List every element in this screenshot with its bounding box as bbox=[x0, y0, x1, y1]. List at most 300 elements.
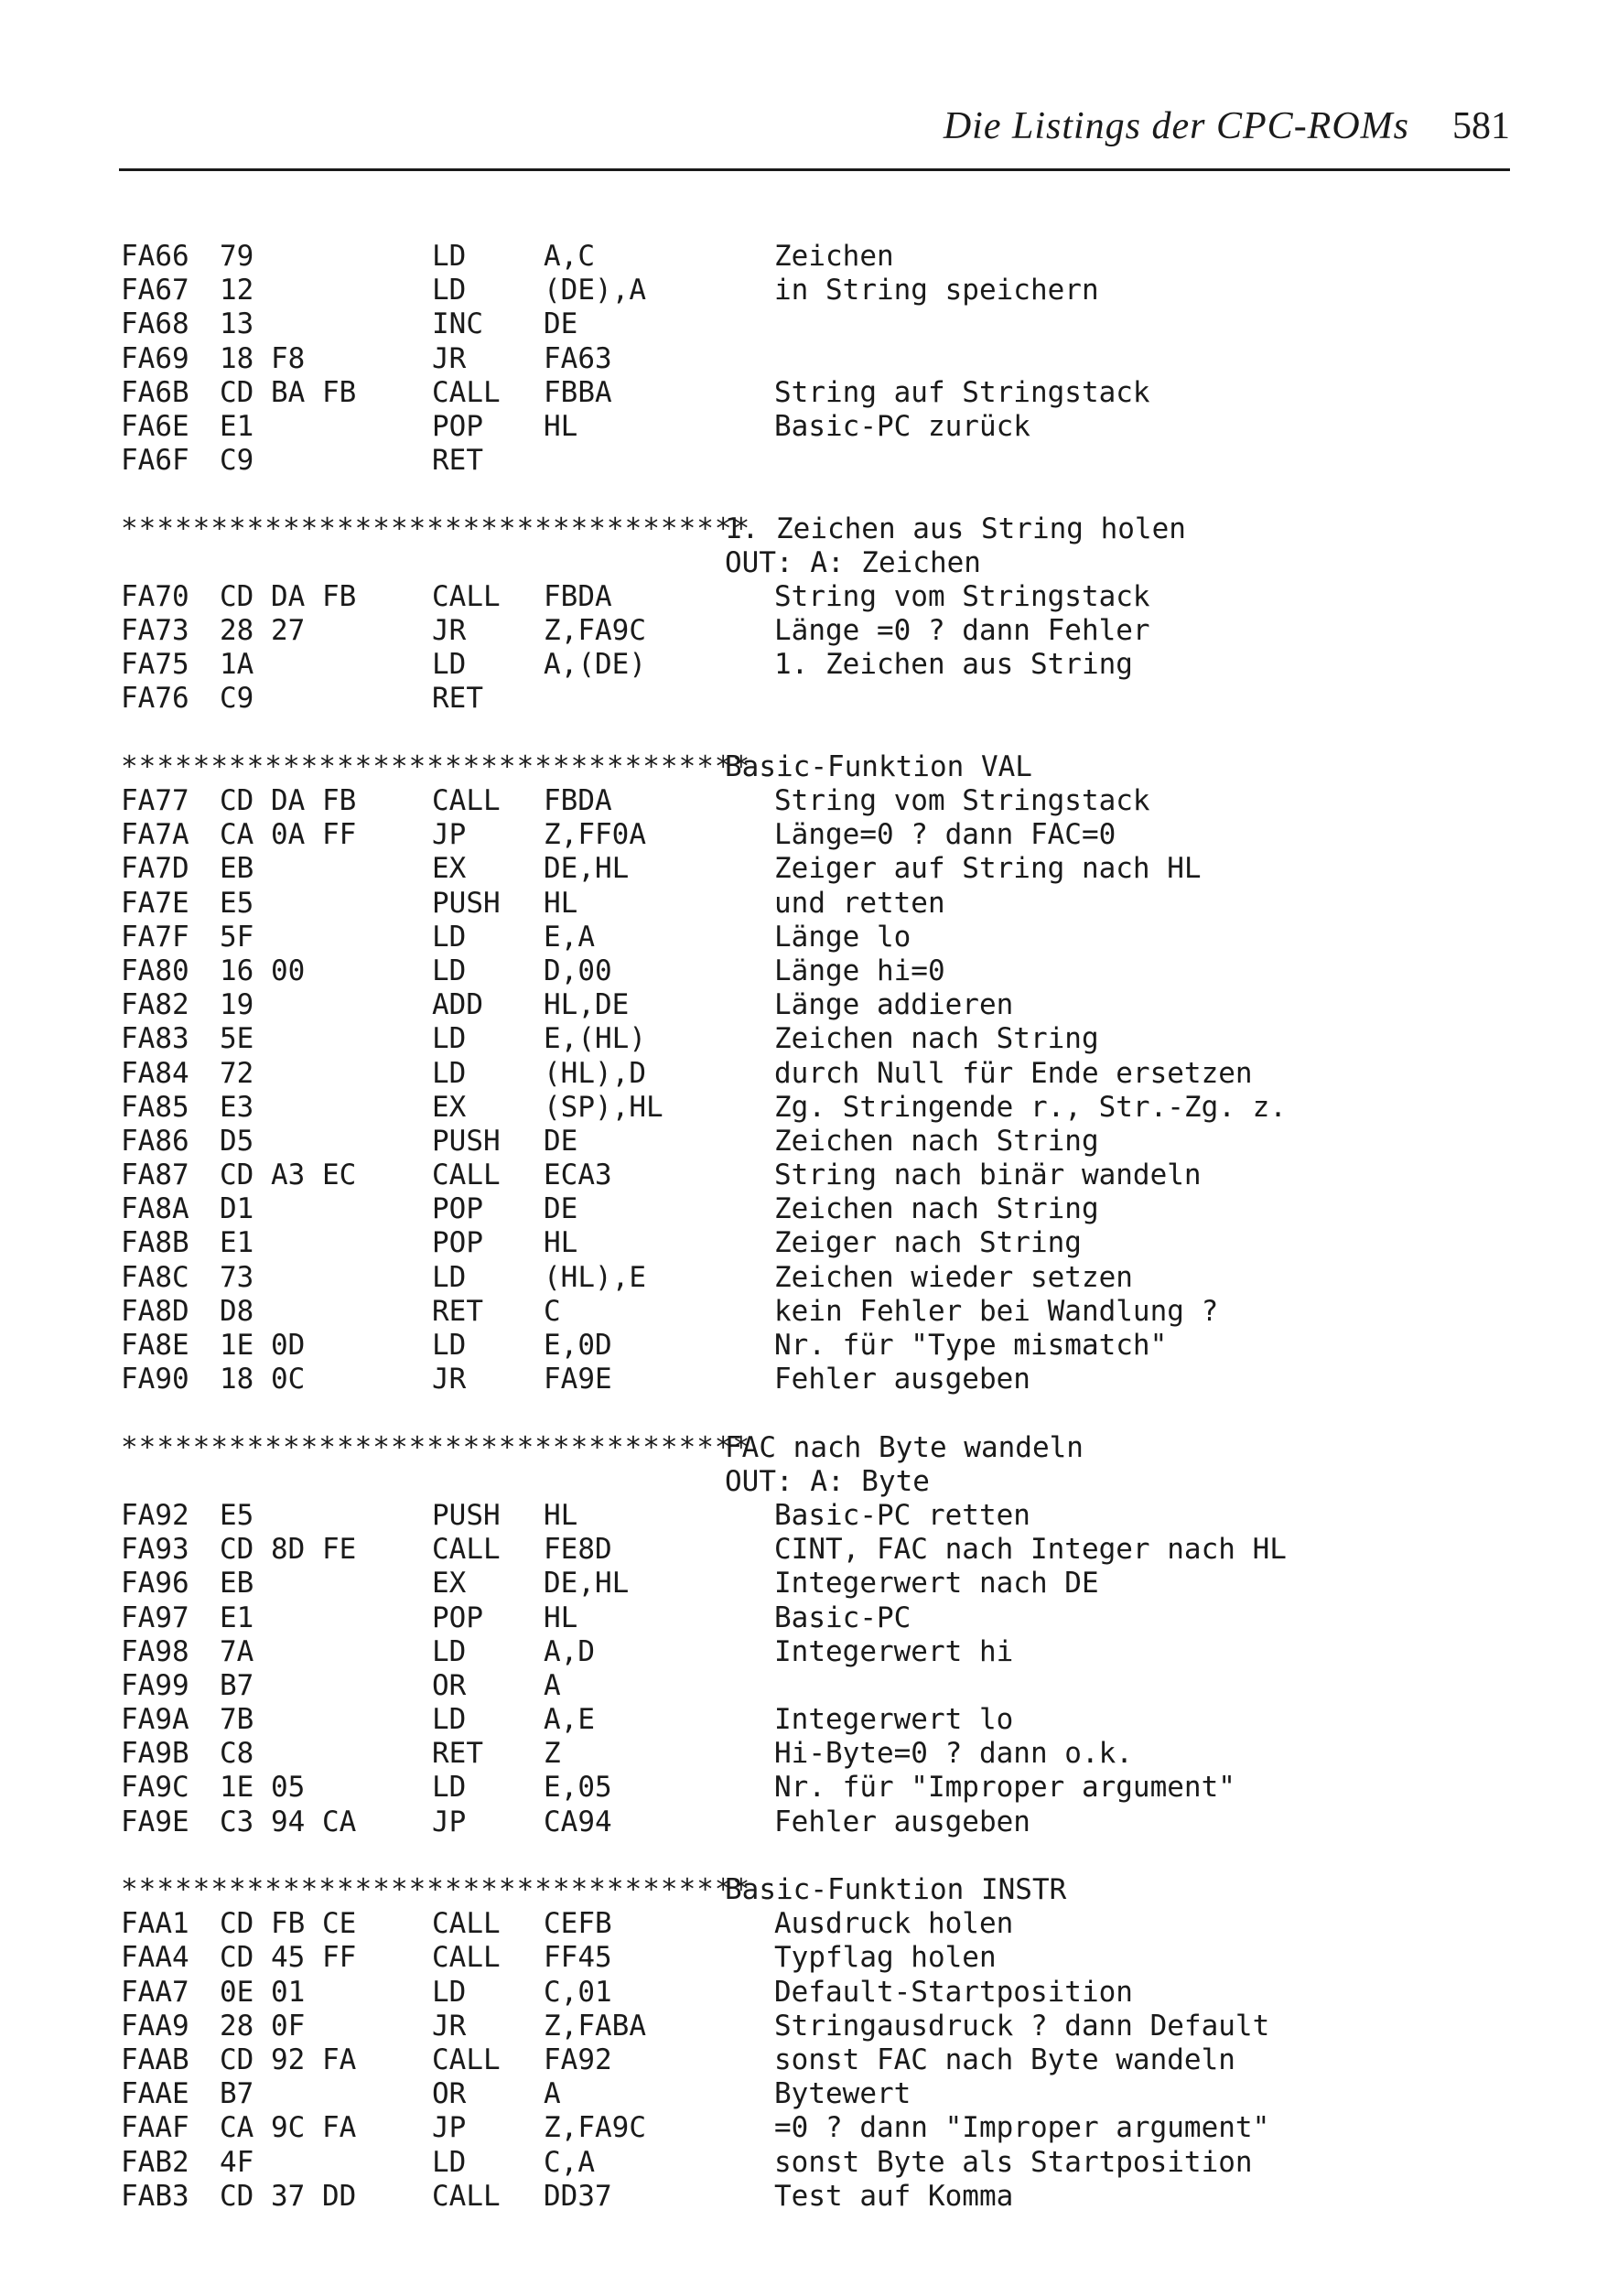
comment: Basic-PC zurück bbox=[774, 409, 1030, 443]
opcode-bytes: CD 92 FA bbox=[220, 2043, 357, 2076]
operand: CA94 bbox=[544, 1805, 612, 1838]
comment: Länge addieren bbox=[774, 988, 1014, 1022]
address: FA84 bbox=[121, 1056, 189, 1090]
address: FA8C bbox=[121, 1260, 189, 1294]
opcode-bytes: 12 bbox=[220, 274, 254, 307]
comment: Nr. für "Improper argument" bbox=[774, 1771, 1235, 1805]
mnemonic: CALL bbox=[432, 1907, 501, 1941]
opcode-bytes: D8 bbox=[220, 1294, 254, 1328]
opcode-bytes: CD FB CE bbox=[220, 1907, 357, 1941]
section-title: 1. Zeichen aus String holen bbox=[725, 512, 1186, 545]
address: FAB2 bbox=[121, 2145, 189, 2179]
mnemonic: JP bbox=[432, 1805, 467, 1838]
address: FA85 bbox=[121, 1090, 189, 1124]
section-header bbox=[121, 1873, 1548, 1907]
operand: FA9E bbox=[544, 1363, 612, 1396]
address: FA7D bbox=[121, 852, 189, 886]
listing-line bbox=[121, 614, 1548, 648]
operand: FA92 bbox=[544, 2043, 612, 2076]
listing-line bbox=[121, 921, 1548, 954]
mnemonic: LD bbox=[432, 1056, 467, 1090]
listing-line bbox=[121, 1329, 1548, 1363]
operand: FBDA bbox=[544, 579, 612, 613]
operand: (HL),D bbox=[544, 1056, 646, 1090]
operand: E,05 bbox=[544, 1771, 612, 1805]
listing-line bbox=[121, 2146, 1548, 2180]
section-note-text: OUT: A: Byte bbox=[725, 1464, 930, 1498]
opcode-bytes: 19 bbox=[220, 988, 254, 1022]
mnemonic: CALL bbox=[432, 1159, 501, 1192]
comment: in String speichern bbox=[774, 274, 1099, 307]
address: FA75 bbox=[121, 648, 189, 682]
mnemonic: JP bbox=[432, 2111, 467, 2145]
address: FA90 bbox=[121, 1363, 189, 1396]
listing-line bbox=[121, 1601, 1548, 1635]
listing-line bbox=[121, 274, 1548, 307]
opcode-bytes: CD A3 EC bbox=[220, 1159, 357, 1192]
listing-line bbox=[121, 1635, 1548, 1669]
comment: Basic-PC bbox=[774, 1601, 911, 1634]
comment: =0 ? dann "Improper argument" bbox=[774, 2111, 1270, 2145]
operand: Z bbox=[544, 1737, 561, 1771]
assembly-listing bbox=[121, 240, 1548, 2214]
address: FA9B bbox=[121, 1737, 189, 1771]
operand: A,C bbox=[544, 240, 595, 273]
listing-line bbox=[121, 444, 1548, 478]
mnemonic: EX bbox=[432, 1090, 467, 1124]
listing-line bbox=[121, 1533, 1548, 1567]
comment: String nach binär wandeln bbox=[774, 1159, 1202, 1192]
opcode-bytes: CD 45 FF bbox=[220, 1941, 357, 1975]
address: FA8E bbox=[121, 1329, 189, 1362]
mnemonic: OR bbox=[432, 1668, 467, 1702]
operand: E,0D bbox=[544, 1329, 612, 1362]
address: FA9A bbox=[121, 1703, 189, 1737]
address: FA9E bbox=[121, 1805, 189, 1838]
opcode-bytes: 28 0F bbox=[220, 2009, 306, 2043]
mnemonic: CALL bbox=[432, 784, 501, 817]
mnemonic: LD bbox=[432, 954, 467, 987]
mnemonic: LD bbox=[432, 1634, 467, 1668]
listing-line bbox=[121, 852, 1548, 886]
mnemonic: LD bbox=[432, 2145, 467, 2179]
listing-line bbox=[121, 1159, 1548, 1192]
section-note bbox=[121, 546, 1548, 580]
listing-line bbox=[121, 2077, 1548, 2111]
mnemonic: LD bbox=[432, 1260, 467, 1294]
blank-line bbox=[121, 1839, 1548, 1873]
operand: DE,HL bbox=[544, 1567, 630, 1601]
opcode-bytes: E1 bbox=[220, 409, 254, 443]
opcode-bytes: 18 F8 bbox=[220, 341, 306, 375]
comment: Stringausdruck ? dann Default bbox=[774, 2009, 1270, 2043]
comment: Typflag holen bbox=[774, 1941, 997, 1975]
address: FAB3 bbox=[121, 2179, 189, 2213]
section-header bbox=[121, 512, 1548, 546]
opcode-bytes: 1E 0D bbox=[220, 1329, 306, 1362]
listing-line bbox=[121, 580, 1548, 614]
mnemonic: POP bbox=[432, 1601, 483, 1634]
comment: Zeichen nach String bbox=[774, 1192, 1099, 1226]
mnemonic: RET bbox=[432, 1737, 483, 1771]
comment: Integerwert nach DE bbox=[774, 1567, 1099, 1601]
operand: DE bbox=[544, 1192, 578, 1226]
comment: Zeiger nach String bbox=[774, 1226, 1082, 1260]
opcode-bytes: 13 bbox=[220, 307, 254, 341]
address: FA67 bbox=[121, 274, 189, 307]
listing-line bbox=[121, 410, 1548, 444]
blank-line bbox=[121, 717, 1548, 750]
listing-line bbox=[121, 307, 1548, 341]
address: FAA7 bbox=[121, 1975, 189, 2009]
mnemonic: LD bbox=[432, 274, 467, 307]
comment: Zeichen wieder setzen bbox=[774, 1260, 1133, 1294]
section-title: Basic-Funktion VAL bbox=[725, 749, 1032, 783]
address: FAA4 bbox=[121, 1941, 189, 1975]
operand: A,D bbox=[544, 1634, 595, 1668]
operand: HL bbox=[544, 1226, 578, 1260]
opcode-bytes: CD 37 DD bbox=[220, 2179, 357, 2213]
operand: Z,FF0A bbox=[544, 818, 646, 852]
opcode-bytes: D1 bbox=[220, 1192, 254, 1226]
mnemonic: EX bbox=[432, 852, 467, 886]
listing-line bbox=[121, 1567, 1548, 1601]
opcode-bytes: E5 bbox=[220, 886, 254, 920]
mnemonic: CALL bbox=[432, 375, 501, 409]
section-title: FAC nach Byte wandeln bbox=[725, 1430, 1084, 1464]
address: FA7F bbox=[121, 920, 189, 954]
mnemonic: JR bbox=[432, 2009, 467, 2043]
address: FA7A bbox=[121, 818, 189, 852]
mnemonic: POP bbox=[432, 1192, 483, 1226]
mnemonic: RET bbox=[432, 682, 483, 716]
opcode-bytes: 73 bbox=[220, 1260, 254, 1294]
address: FA76 bbox=[121, 682, 189, 716]
listing-line bbox=[121, 1907, 1548, 1941]
mnemonic: POP bbox=[432, 409, 483, 443]
address: FA92 bbox=[121, 1498, 189, 1532]
comment: Zg. Stringende r., Str.-Zg. z. bbox=[774, 1090, 1287, 1124]
listing-line bbox=[121, 818, 1548, 852]
comment: Default-Startposition bbox=[774, 1975, 1133, 2009]
mnemonic: LD bbox=[432, 1771, 467, 1805]
address: FAAB bbox=[121, 2043, 189, 2076]
address: FA82 bbox=[121, 988, 189, 1022]
mnemonic: LD bbox=[432, 1703, 467, 1737]
separator-stars: *********************************** bbox=[121, 1430, 751, 1464]
operand: Z,FA9C bbox=[544, 614, 646, 648]
listing-line bbox=[121, 784, 1548, 818]
listing-line bbox=[121, 342, 1548, 376]
address: FA70 bbox=[121, 579, 189, 613]
operand: DD37 bbox=[544, 2179, 612, 2213]
blank-line bbox=[121, 478, 1548, 512]
opcode-bytes: C3 94 CA bbox=[220, 1805, 357, 1838]
address: FA6B bbox=[121, 375, 189, 409]
mnemonic: LD bbox=[432, 240, 467, 273]
address: FA86 bbox=[121, 1124, 189, 1158]
operand: A bbox=[544, 2077, 561, 2111]
listing-line bbox=[121, 1295, 1548, 1329]
comment: String auf Stringstack bbox=[774, 375, 1150, 409]
opcode-bytes: 4F bbox=[220, 2145, 254, 2179]
address: FA80 bbox=[121, 954, 189, 987]
mnemonic: RET bbox=[432, 444, 483, 478]
listing-line bbox=[121, 1976, 1548, 2010]
operand: FBBA bbox=[544, 375, 612, 409]
listing-line bbox=[121, 1806, 1548, 1839]
opcode-bytes: 5F bbox=[220, 920, 254, 954]
address: FA8D bbox=[121, 1294, 189, 1328]
operand: HL bbox=[544, 409, 578, 443]
operand: FF45 bbox=[544, 1941, 612, 1975]
blank-line bbox=[121, 1396, 1548, 1430]
address: FA69 bbox=[121, 341, 189, 375]
opcode-bytes: B7 bbox=[220, 2077, 254, 2111]
address: FA87 bbox=[121, 1159, 189, 1192]
listing-line bbox=[121, 887, 1548, 921]
address: FA9C bbox=[121, 1771, 189, 1805]
comment: Ausdruck holen bbox=[774, 1907, 1014, 1941]
listing-line bbox=[121, 1771, 1548, 1805]
mnemonic: LD bbox=[432, 648, 467, 682]
operand: D,00 bbox=[544, 954, 612, 987]
opcode-bytes: C8 bbox=[220, 1737, 254, 1771]
listing-line bbox=[121, 2043, 1548, 2077]
mnemonic: CALL bbox=[432, 1941, 501, 1975]
mnemonic: JR bbox=[432, 614, 467, 648]
listing-line bbox=[121, 1499, 1548, 1533]
operand: ECA3 bbox=[544, 1159, 612, 1192]
mnemonic: LD bbox=[432, 1022, 467, 1056]
opcode-bytes: 28 27 bbox=[220, 614, 306, 648]
listing-line bbox=[121, 2111, 1548, 2145]
listing-line bbox=[121, 240, 1548, 274]
mnemonic: PUSH bbox=[432, 886, 501, 920]
opcode-bytes: 16 00 bbox=[220, 954, 306, 987]
address: FA96 bbox=[121, 1567, 189, 1601]
opcode-bytes: 72 bbox=[220, 1056, 254, 1090]
comment: durch Null für Ende ersetzen bbox=[774, 1056, 1253, 1090]
opcode-bytes: E5 bbox=[220, 1498, 254, 1532]
listing-line bbox=[121, 1261, 1548, 1295]
operand: (DE),A bbox=[544, 274, 646, 307]
opcode-bytes: D5 bbox=[220, 1124, 254, 1158]
comment: sonst Byte als Startposition bbox=[774, 2145, 1253, 2179]
address: FAAE bbox=[121, 2077, 189, 2111]
address: FAA9 bbox=[121, 2009, 189, 2043]
address: FA6E bbox=[121, 409, 189, 443]
comment: Länge hi=0 bbox=[774, 954, 945, 987]
section-note bbox=[121, 1465, 1548, 1499]
operand: A bbox=[544, 1668, 561, 1702]
listing-line bbox=[121, 2180, 1548, 2214]
operand: Z,FA9C bbox=[544, 2111, 646, 2145]
listing-line bbox=[121, 1057, 1548, 1091]
operand: A,E bbox=[544, 1703, 595, 1737]
opcode-bytes: 1E 05 bbox=[220, 1771, 306, 1805]
separator-stars: *********************************** bbox=[121, 749, 751, 783]
comment: Hi-Byte=0 ? dann o.k. bbox=[774, 1737, 1133, 1771]
operand: CEFB bbox=[544, 1907, 612, 1941]
comment: und retten bbox=[774, 886, 945, 920]
section-title: Basic-Funktion INSTR bbox=[725, 1873, 1067, 1906]
address: FA83 bbox=[121, 1022, 189, 1056]
mnemonic: ADD bbox=[432, 988, 483, 1022]
operand: DE bbox=[544, 1124, 578, 1158]
mnemonic: CALL bbox=[432, 2179, 501, 2213]
operand: DE,HL bbox=[544, 852, 630, 886]
opcode-bytes: CD BA FB bbox=[220, 375, 357, 409]
listing-line bbox=[121, 1737, 1548, 1771]
operand: HL bbox=[544, 886, 578, 920]
comment: Fehler ausgeben bbox=[774, 1805, 1030, 1838]
comment: Fehler ausgeben bbox=[774, 1363, 1030, 1396]
running-title: Die Listings der CPC-ROMs bbox=[943, 105, 1409, 147]
mnemonic: POP bbox=[432, 1226, 483, 1260]
opcode-bytes: CD DA FB bbox=[220, 579, 357, 613]
listing-line bbox=[121, 1226, 1548, 1260]
mnemonic: PUSH bbox=[432, 1124, 501, 1158]
comment: Länge =0 ? dann Fehler bbox=[774, 614, 1150, 648]
comment: Integerwert hi bbox=[774, 1634, 1014, 1668]
page-number: 581 bbox=[1452, 105, 1510, 147]
address: FA99 bbox=[121, 1668, 189, 1702]
mnemonic: JR bbox=[432, 341, 467, 375]
mnemonic: LD bbox=[432, 1975, 467, 2009]
address: FA77 bbox=[121, 784, 189, 817]
mnemonic: PUSH bbox=[432, 1498, 501, 1532]
operand: HL,DE bbox=[544, 988, 630, 1022]
operand: E,A bbox=[544, 920, 595, 954]
address: FA8B bbox=[121, 1226, 189, 1260]
comment: String vom Stringstack bbox=[774, 579, 1150, 613]
opcode-bytes: CD 8D FE bbox=[220, 1533, 357, 1567]
page-header bbox=[119, 102, 1510, 171]
address: FA93 bbox=[121, 1533, 189, 1567]
address: FA7E bbox=[121, 886, 189, 920]
address: FAA1 bbox=[121, 1907, 189, 1941]
mnemonic: CALL bbox=[432, 1533, 501, 1567]
opcode-bytes: CD DA FB bbox=[220, 784, 357, 817]
comment: Zeichen nach String bbox=[774, 1022, 1099, 1056]
opcode-bytes: E1 bbox=[220, 1226, 254, 1260]
address: FA68 bbox=[121, 307, 189, 341]
listing-line bbox=[121, 648, 1548, 682]
mnemonic: RET bbox=[432, 1294, 483, 1328]
operand: FBDA bbox=[544, 784, 612, 817]
listing-line bbox=[121, 376, 1548, 410]
separator-stars: *********************************** bbox=[121, 1873, 751, 1906]
operand: DE bbox=[544, 307, 578, 341]
opcode-bytes: CA 9C FA bbox=[220, 2111, 357, 2145]
operand: C,A bbox=[544, 2145, 595, 2179]
comment: sonst FAC nach Byte wandeln bbox=[774, 2043, 1235, 2076]
mnemonic: CALL bbox=[432, 579, 501, 613]
opcode-bytes: E3 bbox=[220, 1090, 254, 1124]
mnemonic: JP bbox=[432, 818, 467, 852]
operand: A,(DE) bbox=[544, 648, 646, 682]
address: FAAF bbox=[121, 2111, 189, 2145]
section-header bbox=[121, 750, 1548, 784]
opcode-bytes: B7 bbox=[220, 1668, 254, 1702]
opcode-bytes: 18 0C bbox=[220, 1363, 306, 1396]
opcode-bytes: E1 bbox=[220, 1601, 254, 1634]
mnemonic: EX bbox=[432, 1567, 467, 1601]
operand: E,(HL) bbox=[544, 1022, 646, 1056]
listing-line bbox=[121, 1192, 1548, 1226]
section-note-text: OUT: A: Zeichen bbox=[725, 545, 981, 579]
listing-line bbox=[121, 2010, 1548, 2043]
mnemonic: CALL bbox=[432, 2043, 501, 2076]
comment: String vom Stringstack bbox=[774, 784, 1150, 817]
comment: Integerwert lo bbox=[774, 1703, 1014, 1737]
operand: Z,FABA bbox=[544, 2009, 646, 2043]
listing-line bbox=[121, 1022, 1548, 1056]
listing-line bbox=[121, 1669, 1548, 1703]
opcode-bytes: 5E bbox=[220, 1022, 254, 1056]
address: FA97 bbox=[121, 1601, 189, 1634]
operand: HL bbox=[544, 1498, 578, 1532]
comment: Länge lo bbox=[774, 920, 911, 954]
address: FA6F bbox=[121, 444, 189, 478]
mnemonic: JR bbox=[432, 1363, 467, 1396]
comment: Zeichen nach String bbox=[774, 1124, 1099, 1158]
address: FA8A bbox=[121, 1192, 189, 1226]
opcode-bytes: 7A bbox=[220, 1634, 254, 1668]
listing-line bbox=[121, 1941, 1548, 1975]
opcode-bytes: 79 bbox=[220, 240, 254, 273]
listing-line bbox=[121, 682, 1548, 716]
listing-line bbox=[121, 1363, 1548, 1396]
operand: HL bbox=[544, 1601, 578, 1634]
comment: Test auf Komma bbox=[774, 2179, 1014, 2213]
opcode-bytes: EB bbox=[220, 1567, 254, 1601]
operand: (HL),E bbox=[544, 1260, 646, 1294]
address: FA73 bbox=[121, 614, 189, 648]
listing-line bbox=[121, 1091, 1548, 1125]
comment: CINT, FAC nach Integer nach HL bbox=[774, 1533, 1287, 1567]
opcode-bytes: EB bbox=[220, 852, 254, 886]
opcode-bytes: 0E 01 bbox=[220, 1975, 306, 2009]
listing-line bbox=[121, 954, 1548, 988]
listing-line bbox=[121, 1125, 1548, 1159]
comment: Zeichen bbox=[774, 240, 894, 273]
opcode-bytes: 1A bbox=[220, 648, 254, 682]
mnemonic: INC bbox=[432, 307, 483, 341]
comment: kein Fehler bei Wandlung ? bbox=[774, 1294, 1219, 1328]
listing-line bbox=[121, 988, 1548, 1022]
comment: Basic-PC retten bbox=[774, 1498, 1030, 1532]
comment: Zeiger auf String nach HL bbox=[774, 852, 1202, 886]
separator-stars: *********************************** bbox=[121, 512, 751, 545]
operand: FA63 bbox=[544, 341, 612, 375]
opcode-bytes: 7B bbox=[220, 1703, 254, 1737]
comment: 1. Zeichen aus String bbox=[774, 648, 1133, 682]
listing-line bbox=[121, 1703, 1548, 1737]
comment: Nr. für "Type mismatch" bbox=[774, 1329, 1168, 1362]
address: FA66 bbox=[121, 240, 189, 273]
address: FA98 bbox=[121, 1634, 189, 1668]
mnemonic: LD bbox=[432, 1329, 467, 1362]
mnemonic: LD bbox=[432, 920, 467, 954]
operand: C bbox=[544, 1294, 561, 1328]
opcode-bytes: C9 bbox=[220, 682, 254, 716]
operand: (SP),HL bbox=[544, 1090, 663, 1124]
operand: C,01 bbox=[544, 1975, 612, 2009]
opcode-bytes: CA 0A FF bbox=[220, 818, 357, 852]
section-header bbox=[121, 1431, 1548, 1465]
